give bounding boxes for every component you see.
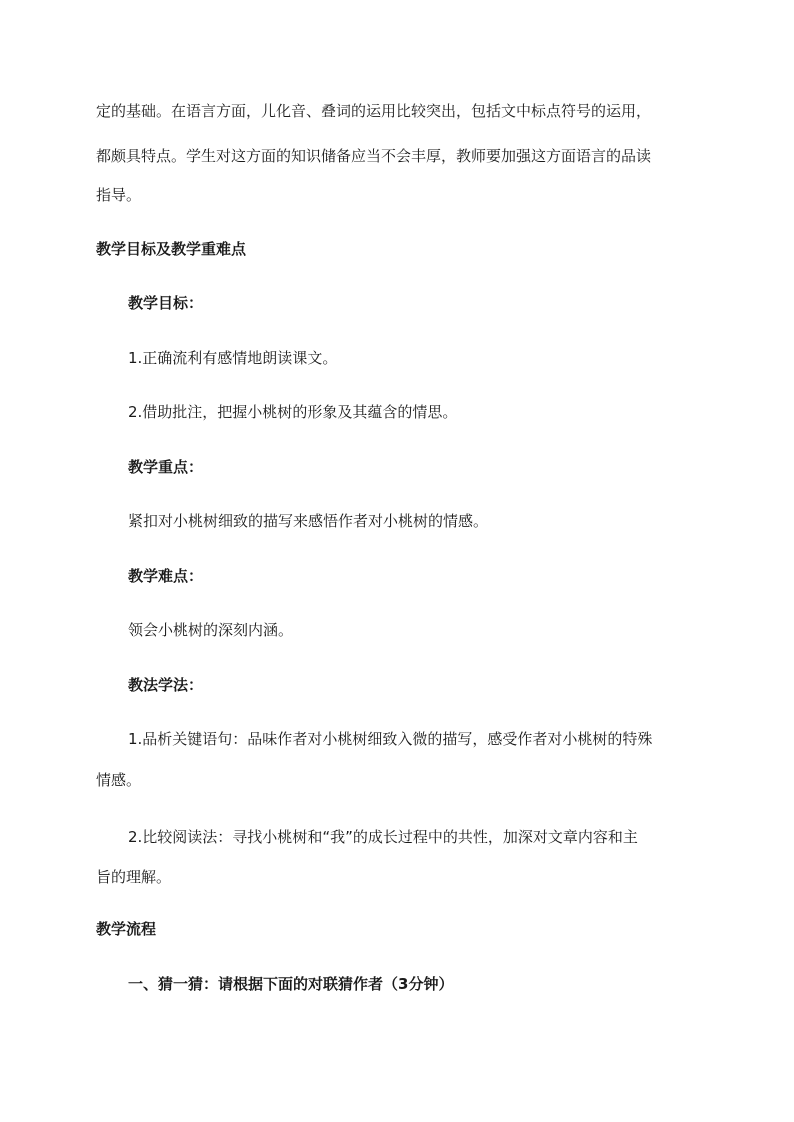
key-points-text: 紧扣对小桃树细致的描写来感悟作者对小桃树的情感。	[128, 512, 489, 530]
method-item-2-line-1: 2.比较阅读法：寻找小桃树和“我”的成长过程中的共性，加深对文章内容和主	[128, 828, 638, 846]
difficulties-heading: 教学难点：	[128, 567, 204, 585]
key-points-heading: 教学重点：	[128, 458, 204, 476]
difficulties-text: 领会小桃树的深刻内涵。	[128, 621, 294, 639]
method-item-1-line-1: 1.品析关键语句：品味作者对小桃树细致入微的描写，感受作者对小桃树的特殊	[128, 730, 653, 748]
method-item-2-line-2: 旨的理解。	[96, 868, 172, 886]
step-1-heading: 一、猜一猜：请根据下面的对联猜作者（3分钟）	[128, 975, 454, 993]
method-item-1-line-2: 情感。	[96, 771, 142, 789]
intro-line-3: 指导。	[96, 186, 142, 204]
intro-line-2: 都颇具特点。学生对这方面的知识储备应当不会丰厚，教师要加强这方面语言的品读	[96, 147, 652, 165]
objective-item-2: 2.借助批注，把握小桃树的形象及其蕴含的情思。	[128, 403, 458, 421]
objective-item-1: 1.正确流利有感情地朗读课文。	[128, 349, 338, 367]
intro-line-1: 定的基础。在语言方面，儿化音、叠词的运用比较突出，包括文中标点符号的运用，	[96, 102, 652, 120]
section-heading-goals: 教学目标及教学重难点	[96, 240, 247, 258]
objectives-heading: 教学目标：	[128, 294, 204, 312]
section-heading-flow: 教学流程	[96, 920, 157, 938]
methods-heading: 教法学法：	[128, 676, 204, 694]
